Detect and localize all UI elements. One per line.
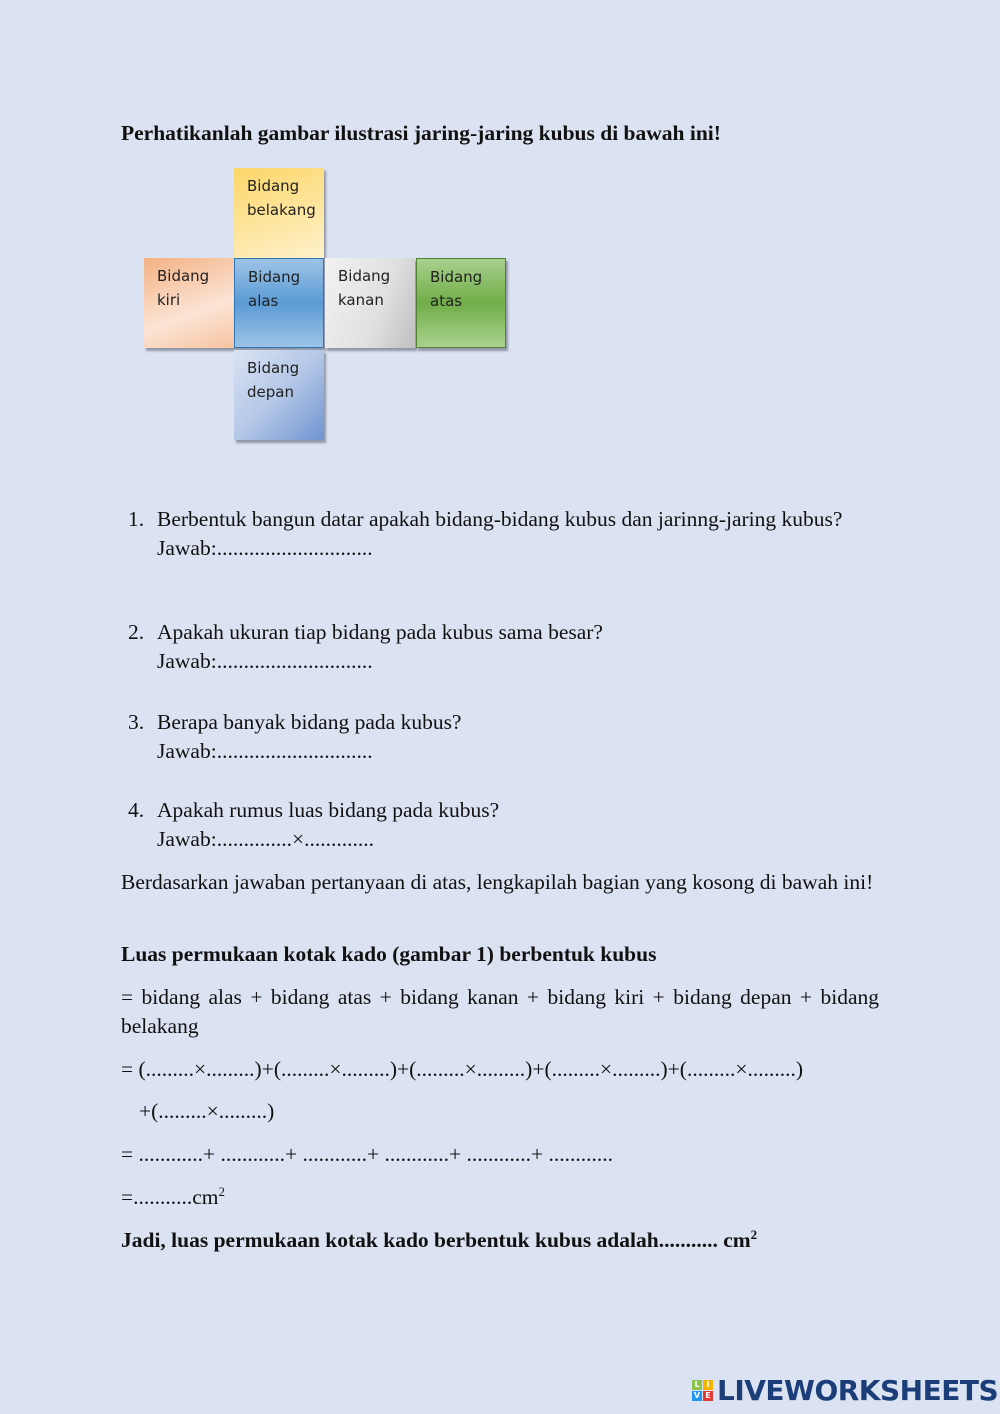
step-3[interactable]: = ............+ ............+ ............+ ............+ ............+ ............ bbox=[121, 1142, 614, 1166]
face-label: Bidang bbox=[338, 267, 391, 285]
face-label: Bidang bbox=[247, 177, 300, 195]
conclusion[interactable] bbox=[121, 1226, 879, 1255]
step-2b[interactable]: +(.........×.........) bbox=[139, 1099, 275, 1123]
logo-text: LIVEWORKSHEETS bbox=[717, 1374, 999, 1407]
face-label: alas bbox=[248, 292, 279, 310]
question-text: Berbentuk bangun datar apakah bidang-bidang kubus dan jarinng-jaring kubus? bbox=[157, 507, 843, 531]
step-1: = bidang alas + bidang atas + bidang kanan + bidang kiri + bidang depan + bidang belakang bbox=[121, 985, 879, 1038]
logo-letter: I bbox=[703, 1380, 713, 1390]
answer-field[interactable]: Jawab:............................. bbox=[157, 649, 373, 673]
face-depan bbox=[234, 350, 324, 440]
face-label: kiri bbox=[157, 291, 181, 309]
face-label: kanan bbox=[338, 291, 384, 309]
conclusion-text: Jadi, luas permukaan kotak kado berbentuk kubus adalah........... cm bbox=[121, 1228, 751, 1252]
question-number: 3. bbox=[128, 710, 145, 734]
face-alas bbox=[234, 258, 324, 348]
instruction: Berdasarkan jawaban pertanyaan di atas, lengkapilah bagian yang kosong di bawah ini! bbox=[121, 870, 874, 894]
face-atas bbox=[416, 258, 506, 348]
logo-letter: V bbox=[693, 1391, 701, 1400]
title: Perhatikanlah gambar ilustrasi jaring-jaring kubus di bawah ini! bbox=[121, 121, 721, 145]
superscript: 2 bbox=[218, 1183, 226, 1199]
face-label: Bidang bbox=[157, 267, 210, 285]
question-number: 2. bbox=[128, 620, 145, 644]
question-text: Apakah ukuran tiap bidang pada kubus sama besar? bbox=[157, 620, 603, 644]
step-4-text: =...........cm bbox=[121, 1185, 219, 1209]
logo-letter: L bbox=[692, 1380, 702, 1390]
question-4 bbox=[128, 796, 879, 854]
question-number: 1. bbox=[128, 507, 145, 531]
subheading: Luas permukaan kotak kado (gambar 1) berbentuk kubus bbox=[121, 942, 657, 966]
step-2[interactable]: = (.........×.........)+(.........×.........)+(.........×.........)+(.........×.........)+(.........×.........) bbox=[121, 1057, 803, 1081]
answer-field[interactable]: Jawab:............................. bbox=[157, 536, 373, 560]
question-number: 4. bbox=[128, 798, 145, 822]
face-belakang bbox=[234, 168, 324, 258]
step-4[interactable] bbox=[121, 1183, 879, 1212]
question-2 bbox=[128, 618, 879, 676]
face-kiri bbox=[144, 258, 234, 348]
question-text: Apakah rumus luas bidang pada kubus? bbox=[157, 798, 500, 822]
face-label: Bidang bbox=[248, 268, 301, 286]
face-label: atas bbox=[430, 292, 463, 310]
liveworksheets-logo bbox=[692, 1374, 998, 1407]
face-label: depan bbox=[247, 383, 294, 401]
logo-letter: E bbox=[703, 1391, 713, 1401]
face-label: Bidang bbox=[247, 359, 300, 377]
question-text: Berapa banyak bidang pada kubus? bbox=[157, 710, 462, 734]
logo-icon bbox=[692, 1380, 713, 1401]
question-1 bbox=[128, 505, 879, 563]
face-kanan bbox=[325, 258, 415, 348]
face-label: belakang bbox=[247, 201, 316, 219]
answer-field[interactable]: Jawab:..............×............. bbox=[157, 827, 374, 851]
answer-field[interactable]: Jawab:............................. bbox=[157, 739, 373, 763]
superscript: 2 bbox=[750, 1226, 758, 1242]
face-label: Bidang bbox=[430, 268, 483, 286]
question-3 bbox=[128, 708, 879, 766]
